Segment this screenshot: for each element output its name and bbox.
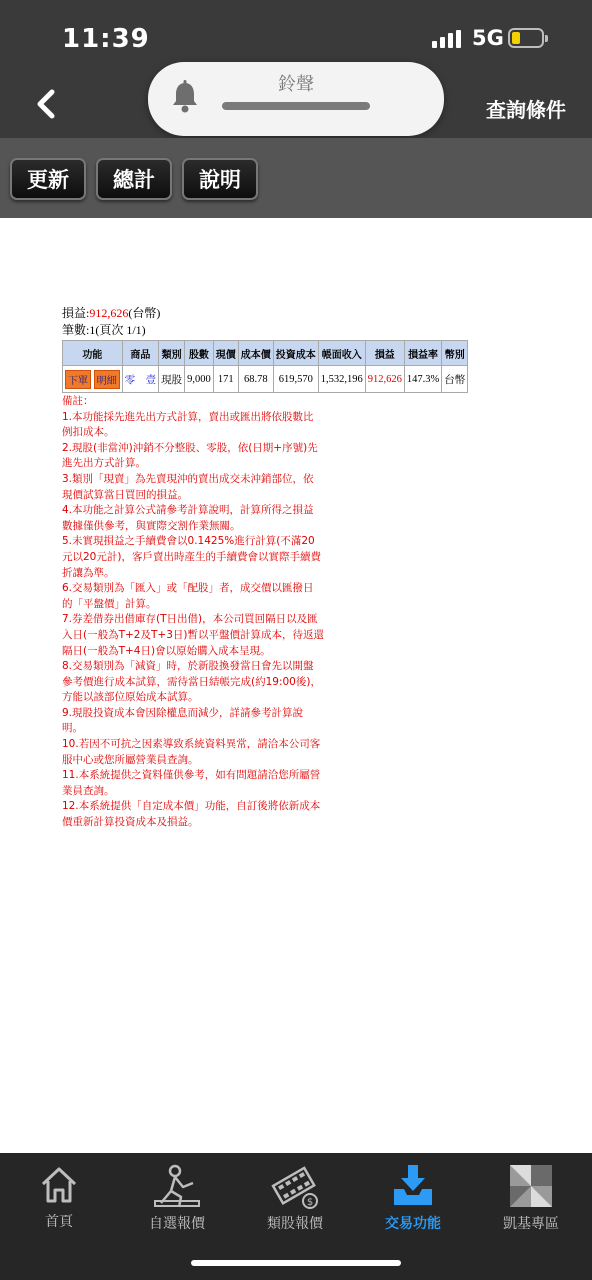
content-area [62,305,532,831]
tab-label: 類股報價 [267,1216,323,1232]
nav-bar [0,68,592,138]
col-header-currency: 幣別 [442,341,468,366]
notes-section [62,394,324,831]
cell-shares: 9,000 [185,366,214,393]
watchlist-icon [153,1163,201,1209]
svg-text:$: $ [306,1197,314,1208]
cell-cost-price[interactable]: 68.78 [238,366,273,393]
query-conditions-button[interactable]: 查詢條件 [486,98,566,122]
note-item: 7.券差借券出借庫存(T日出借)，本公司買回隔日以及匯入日(一般為T+2及T+3日)暫以平盤價計算成本，待返還隔日(一般為T+4日)會以原始購入成本呈現。 [62,613,324,657]
col-header-function: 功能 [63,341,123,366]
status-bar [0,0,592,68]
status-time: 11:39 [62,24,150,54]
battery-icon [508,28,544,48]
note-item: 1.本功能採先進先出方式計算，賣出或匯出將依股數比例扣成本。 [62,410,314,439]
col-header-invest-cost: 投資成本 [273,341,318,366]
tab-sector-quotes[interactable] [236,1163,354,1243]
tab-label: 自選報價 [149,1216,205,1232]
profit-total: 912,626 [89,306,129,320]
cell-category: 現股 [159,366,185,393]
note-item: 10.若因不可抗之因素導致系統資料異常，請洽本公司客服中心或您所屬營業員查詢。 [62,738,321,766]
note-item: 3.類別「現賣」為先賣現沖的賣出成交未沖銷部位，依現價試算當日買回的損益。 [62,472,314,501]
col-header-cost-price: 成本價 [238,341,273,366]
note-item: 8.交易類別為「減資」時，於新股換發當日會先以開盤參考價進行成本試算，需待當日結帳完成(約19:00後)，方能以該部位原始成本試算。 [62,660,321,704]
refresh-button[interactable]: 更新 [10,158,86,200]
cell-function [63,366,123,393]
col-header-price: 現價 [213,341,238,366]
note-item: 12.本系統提供「自定成本價」功能，自訂後將依新成本價重新計算投資成本及損益。 [62,800,321,829]
toolbar [0,138,592,218]
signal-icon [432,30,464,48]
col-header-category: 類別 [159,341,185,366]
home-indicator[interactable] [191,1260,401,1266]
home-icon [37,1163,81,1207]
network-label: 5G [472,26,504,50]
notes-title: 備註： [62,395,94,407]
table-header-row [63,341,468,366]
col-header-shares: 股數 [185,341,214,366]
tab-home[interactable] [0,1163,118,1243]
trade-icon [390,1163,436,1209]
table-row [63,366,468,393]
note-item: 5.未實現損益之手續費會以0.1425%進行計算(不滿20元以20元計)，客戶賣出時產生的手續費會以實際手續費折讓為準。 [62,535,321,579]
tab-label: 交易功能 [385,1216,441,1232]
col-header-book-income: 帳面收入 [318,341,365,366]
cell-book-income: 1,532,196 [318,366,365,393]
cell-invest-cost: 619,570 [273,366,318,393]
col-header-profit: 損益 [365,341,404,366]
col-header-product: 商品 [122,341,159,366]
cell-price: 171 [213,366,238,393]
sector-icon [270,1163,320,1209]
holdings-table [62,340,468,393]
note-item: 11.本系統提供之資料僅供參考，如有問題請洽您所屬營業員查詢。 [62,769,321,797]
tab-watchlist[interactable] [118,1163,236,1243]
cell-profit-rate: 147.3% [404,366,441,393]
back-icon[interactable] [30,84,66,124]
note-item: 9.現股投資成本會因除權息而減少，詳請參考計算說明。 [62,706,304,735]
order-button[interactable]: 下單 [65,370,91,389]
popup-title: 鈴聲 [278,74,314,95]
ringer-popup[interactable] [148,62,444,136]
detail-button[interactable]: 明細 [94,370,120,389]
total-button[interactable]: 總計 [96,158,172,200]
tab-trading[interactable] [354,1163,472,1243]
profit-summary [62,305,532,322]
col-header-profit-rate: 損益率 [404,341,441,366]
cell-currency: 台幣 [442,366,468,393]
cell-profit: 912,626 [365,366,404,393]
record-count: 筆數:1(頁次 1/1) [62,323,146,337]
note-item: 6.交易類別為「匯入」或「配股」者，成交價以匯撥日的「平盤價」計算。 [62,582,314,610]
volume-slider[interactable] [222,102,370,110]
cell-product-link[interactable]: 零 壹 [122,366,159,393]
profit-currency: (台幣) [128,306,161,320]
help-button[interactable]: 說明 [182,158,258,200]
note-item: 2.現股(非當沖)沖銷不分整股、零股，依(日期+序號)先進先出方式計算。 [62,441,318,470]
tab-label: 首頁 [45,1214,73,1230]
profit-label: 損益: [62,306,90,320]
tab-label: 凱基專區 [503,1216,559,1232]
note-item: 4.本功能之計算公式請參考計算說明，計算所得之損益數據僅供參考，與實際交割作業無關。 [62,504,314,532]
kgi-icon [508,1163,554,1209]
tab-kgi-zone[interactable] [472,1163,590,1243]
